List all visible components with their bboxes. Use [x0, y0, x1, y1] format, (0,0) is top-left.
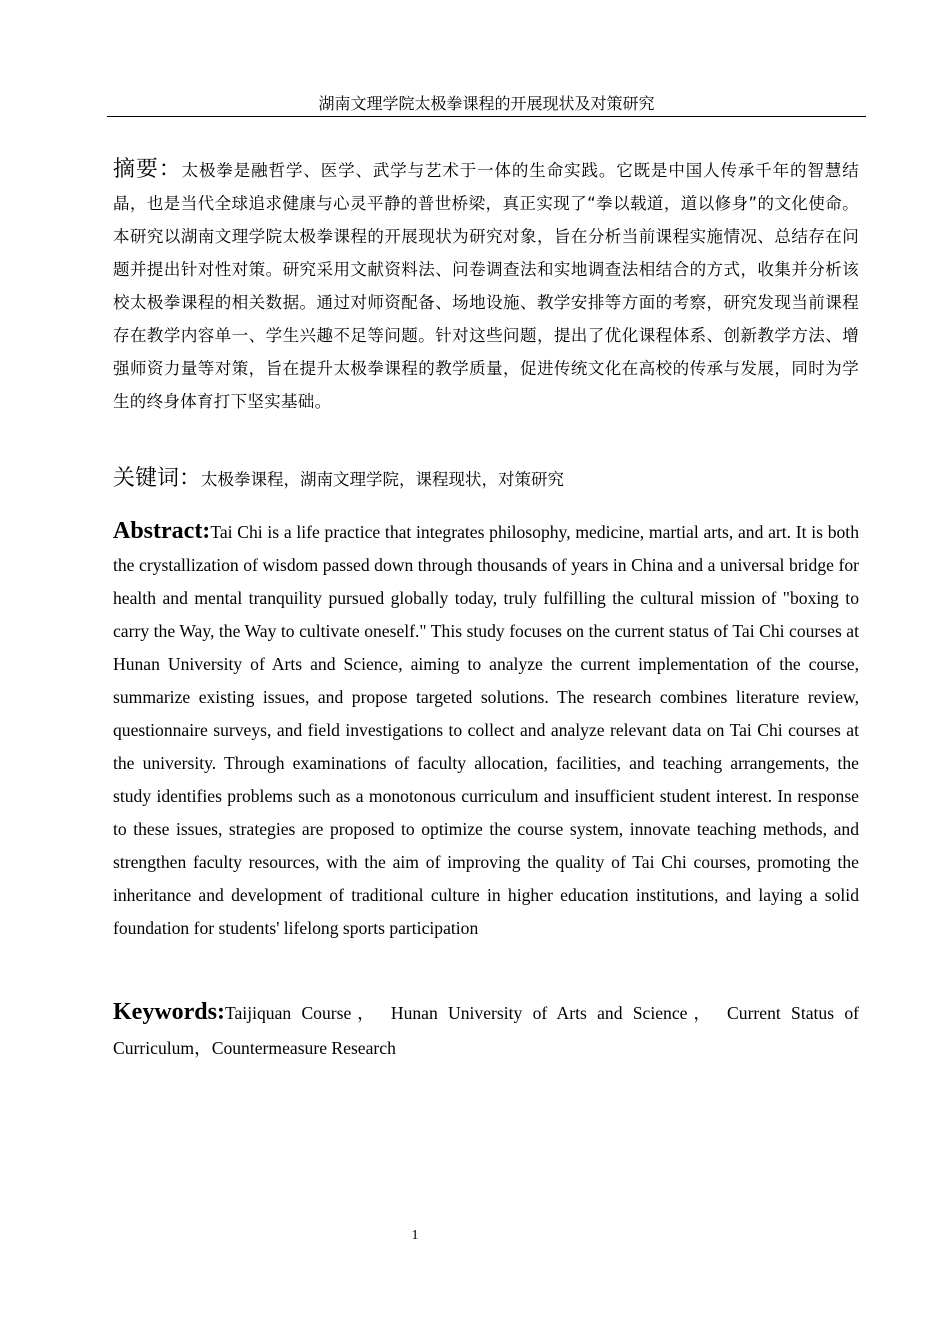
chinese-keywords [113, 462, 859, 496]
chinese-abstract [113, 153, 859, 418]
page-number: 1 [411, 1228, 419, 1243]
chinese-keywords-label: 关键词： [113, 466, 202, 491]
english-keywords [113, 995, 859, 1066]
chinese-abstract-text: 太极拳是融哲学、医学、武学与艺术于一体的生命实践。它既是中国人传承千年的智慧结晶，也是当代全球追求健康与心灵平静的普世桥梁，真正实现了“拳以载道，道以修身”的文化使命。本研究以湖南文理学院太极拳课程的开展现状为研究对象，旨在分析当前课程实施情况、总结存在问题并提出针对性对策。研究采用文献资料法、问卷调查法和实地调查法相结合的方式，收集并分析该校太极拳课程的相关数据。通过对师资配备、场地设施、教学安排等方面的考察，研究发现当前课程存在教学内容单一、学生兴趣不足等问题。针对这些问题，提出了优化课程体系、创新教学方法、增强师资力量等对策，旨在提升太极拳课程的教学质量，促进传统文化在高校的传承与发展，同时为学生的终身体育打下坚实基础。 [113, 161, 859, 411]
running-header [107, 92, 866, 117]
chinese-keywords-text: 太极拳课程，湖南文理学院，课程现状，对策研究 [201, 470, 565, 489]
running-title: 湖南文理学院太极拳课程的开展现状及对策研究 [318, 94, 655, 113]
english-abstract-label: Abstract: [113, 518, 211, 544]
english-abstract-text: Tai Chi is a life practice that integrates philosophy, medicine, martial arts, and art. It is both the crystallization of wisdom passed down through thousands of years in China and a universal bridge for health and mental tranquility pursued globally today, truly fulfilling the cultural mission of "boxing to carry the Way, the Way to cultivate oneself." This study focuses on the current status of Tai Chi courses at Hunan University of Arts and Science, aiming to analyze the current implementation of the course, summarize existing issues, and propose targeted solutions. The research combines literature review, questionnaire surveys, and field investigations to collect and analyze relevant data on Tai Chi courses at the university. Through examinations of faculty allocation, facilities, and teaching arrangements, the study identifies problems such as a monotonous curriculum and insufficient student interest. In response to these issues, strategies are proposed to optimize the course system, innovate teaching methods, and strengthen faculty resources, with the aim of improving the quality of Tai Chi courses, promoting the inheritance and development of traditional culture in higher education institutions, and laying a solid foundation for students' lifelong sports participation [113, 522, 859, 938]
chinese-abstract-label: 摘要： [113, 157, 182, 182]
english-keywords-text: Taijiquan Course， Hunan University of Arts and Science， Current Status of Curriculum，Countermeasure Research [113, 1003, 859, 1058]
english-abstract [113, 515, 859, 945]
english-keywords-label: Keywords: [113, 999, 225, 1025]
